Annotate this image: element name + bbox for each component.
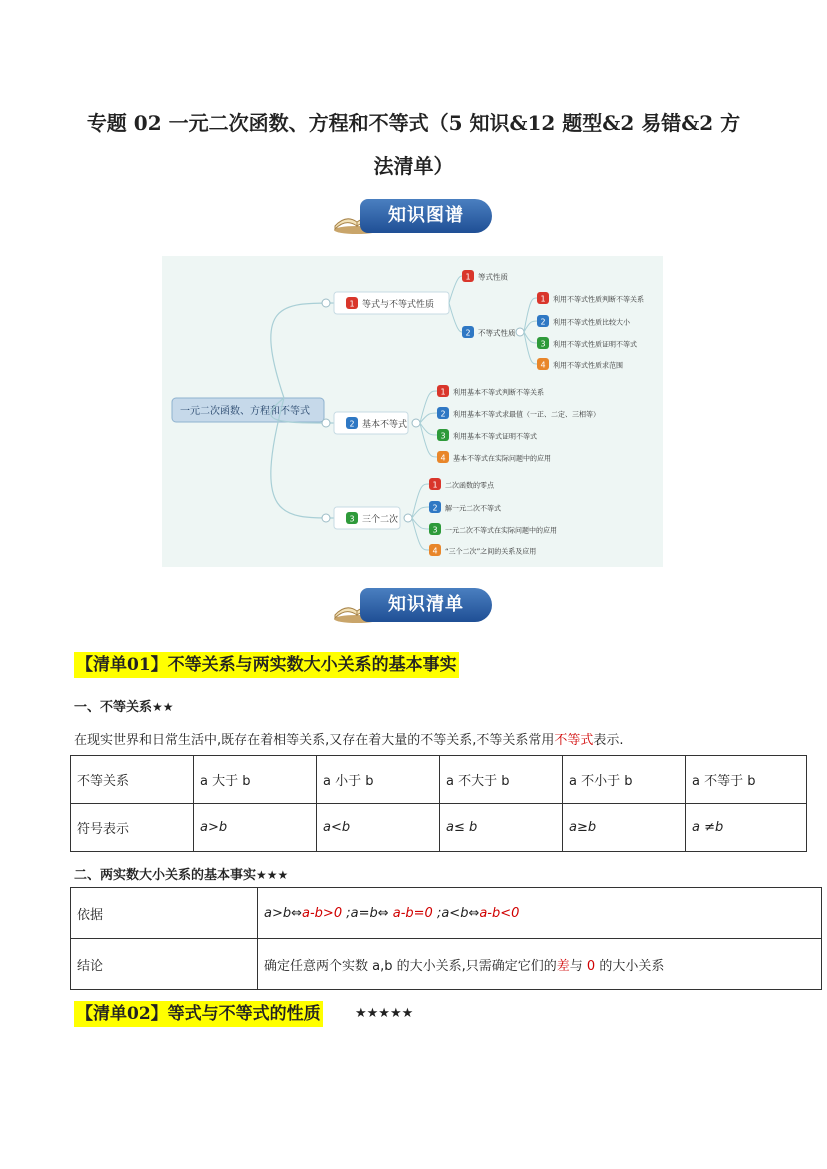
table-cell: a 不等于 b — [686, 756, 807, 804]
subheading-inequality-relation — [74, 696, 174, 715]
badge-number: 3 — [440, 431, 446, 441]
table-row — [71, 756, 807, 804]
mindmap-child-label: 不等式性质 — [478, 328, 516, 338]
mindmap-child-label: 利用基本不等式判断不等关系 — [453, 388, 544, 397]
section-bracket-close: 】 — [150, 655, 168, 675]
mindmap-child-label: “三个二次”之间的关系及应用 — [445, 547, 537, 556]
para-text-end: 表示. — [593, 733, 624, 748]
collapse-toggle — [322, 299, 330, 307]
document-title-line1: 专题 02 一元二次函数、方程和不等式（5 知识&12 题型&2 易错&2 方 — [86, 111, 741, 135]
badge-number: 2 — [432, 503, 438, 513]
table-cell: a 不大于 b — [440, 756, 563, 804]
badge-label: 知识清单 — [360, 588, 492, 622]
inequality-table — [70, 755, 807, 852]
section-number: 01 — [127, 655, 151, 675]
mindmap-connector — [271, 303, 334, 398]
badge-number: 4 — [440, 453, 446, 463]
basic-fact-table — [70, 887, 822, 990]
mindmap-connector — [524, 332, 537, 364]
rating-stars: ★★★ — [256, 868, 289, 882]
subheading-label: 二、两实数大小关系的基本事实 — [74, 868, 257, 883]
mindmap-connector — [449, 276, 462, 303]
collapse-toggle — [322, 514, 330, 522]
formula-part: ;a=b⇔ — [342, 905, 393, 921]
badge-number: 2 — [349, 419, 355, 429]
badge-number: 1 — [440, 387, 446, 397]
mindmap-child-label: 等式性质 — [478, 272, 508, 282]
mindmap-child-label: 利用基本不等式证明不等式 — [453, 432, 537, 441]
table-row — [71, 939, 822, 990]
section-title: 等式与不等式的性质 — [167, 1004, 321, 1024]
table-row — [71, 888, 822, 939]
collapse-toggle — [404, 514, 412, 522]
mindmap-branch-label: 三个二次 — [362, 515, 399, 525]
mindmap-connector — [449, 303, 462, 332]
table-cell: a≥b — [563, 804, 686, 852]
mindmap-connector — [412, 484, 429, 518]
section-heading-01 — [74, 652, 459, 678]
mindmap-child-label: 基本不等式在实际问题中的应用 — [453, 454, 551, 463]
table-row — [71, 804, 807, 852]
badge-number: 2 — [440, 409, 446, 419]
badge-label: 知识图谱 — [360, 199, 492, 233]
section-title: 不等关系与两实数大小关系的基本事实 — [167, 655, 457, 675]
collapse-toggle — [516, 328, 524, 336]
mindmap-root-label: 一元二次函数、方程和不等式 — [180, 406, 310, 417]
mindmap-connector — [524, 298, 537, 332]
table-cell: a≤ b — [440, 804, 563, 852]
badge-number: 1 — [432, 480, 438, 490]
intro-paragraph — [74, 729, 624, 748]
badge-number: 1 — [540, 294, 546, 304]
section-heading-02 — [74, 1001, 323, 1027]
formula-part: a>b⇔ — [264, 905, 303, 921]
mindmap-connector — [412, 518, 429, 550]
table-cell: 依据 — [71, 888, 258, 939]
mindmap-connector — [420, 423, 437, 457]
section-bracket-open: 【清单 — [76, 655, 127, 675]
conclusion-highlight: 差 — [556, 958, 570, 974]
table-cell: 结论 — [71, 939, 258, 990]
mindmap-leaf-label: 利用不等式性质判断不等关系 — [553, 295, 644, 304]
table-cell: a<b — [317, 804, 440, 852]
table-cell: 不等关系 — [71, 756, 194, 804]
formula-highlight: a-b>0 — [302, 905, 343, 921]
badge-number: 1 — [349, 299, 355, 309]
mindmap-child-label: 一元二次不等式在实际问题中的应用 — [445, 526, 557, 535]
conclusion-text: 与 — [569, 958, 587, 974]
mindmap-child-label: 二次函数的零点 — [445, 481, 494, 490]
conclusion-text: 确定任意两个实数 a,b 的大小关系,只需确定它们的 — [264, 958, 557, 974]
badge-number: 2 — [540, 317, 546, 327]
para-text: 在现实世界和日常生活中,既存在着相等关系,又存在着大量的不等关系,不等关系常用 — [74, 733, 555, 748]
subheading-basic-fact — [74, 864, 288, 883]
mindmap-leaf-label: 利用不等式性质证明不等式 — [553, 340, 637, 349]
table-cell: a 不小于 b — [563, 756, 686, 804]
conclusion-highlight: 0 — [586, 958, 596, 974]
badge-number: 2 — [465, 328, 471, 338]
mindmap-child-label: 解一元二次不等式 — [445, 504, 501, 513]
badge-number: 3 — [432, 525, 438, 535]
badge-number: 3 — [349, 514, 355, 524]
section-bracket-open: 【清单 — [76, 1004, 127, 1024]
formula-highlight: a-b<0 — [479, 905, 520, 921]
table-cell: a ≠b — [686, 804, 807, 852]
table-cell: a 小于 b — [317, 756, 440, 804]
mindmap-leaf-label: 利用不等式性质求范围 — [553, 361, 623, 370]
section-bracket-close: 】 — [150, 1004, 168, 1024]
formula-part: ;a<b⇔ — [432, 905, 480, 921]
badge-number: 1 — [465, 272, 471, 282]
mindmap-child-label: 利用基本不等式求最值（一正、二定、三相等） — [453, 410, 600, 419]
mind-map — [162, 256, 663, 567]
document-title-line2: 法清单） — [373, 154, 454, 178]
rating-stars: ★★★★★ — [355, 1006, 414, 1021]
badge-number: 3 — [540, 339, 546, 349]
badge-number: 4 — [432, 546, 438, 556]
collapse-toggle — [412, 419, 420, 427]
para-highlight: 不等式 — [554, 733, 594, 748]
mindmap-branch-label: 基本不等式 — [362, 420, 408, 430]
formula-highlight: a-b=0 — [392, 905, 433, 921]
section-number: 02 — [127, 1004, 151, 1024]
collapse-toggle — [322, 419, 330, 427]
mindmap-connector — [420, 391, 437, 423]
conclusion-text: 的大小关系 — [595, 958, 665, 974]
mindmap-branch-label: 等式与不等式性质 — [362, 300, 435, 310]
table-cell: a>b — [194, 804, 317, 852]
knowledge-list-badge — [332, 585, 494, 627]
table-cell — [258, 939, 822, 990]
knowledge-map-badge — [332, 196, 494, 238]
subheading-label: 一、不等关系 — [74, 700, 153, 715]
table-cell: a 大于 b — [194, 756, 317, 804]
table-cell: 符号表示 — [71, 804, 194, 852]
table-cell — [258, 888, 822, 939]
mindmap-leaf-label: 利用不等式性质比较大小 — [553, 318, 630, 327]
rating-stars: ★★ — [152, 700, 174, 714]
badge-number: 4 — [540, 360, 546, 370]
